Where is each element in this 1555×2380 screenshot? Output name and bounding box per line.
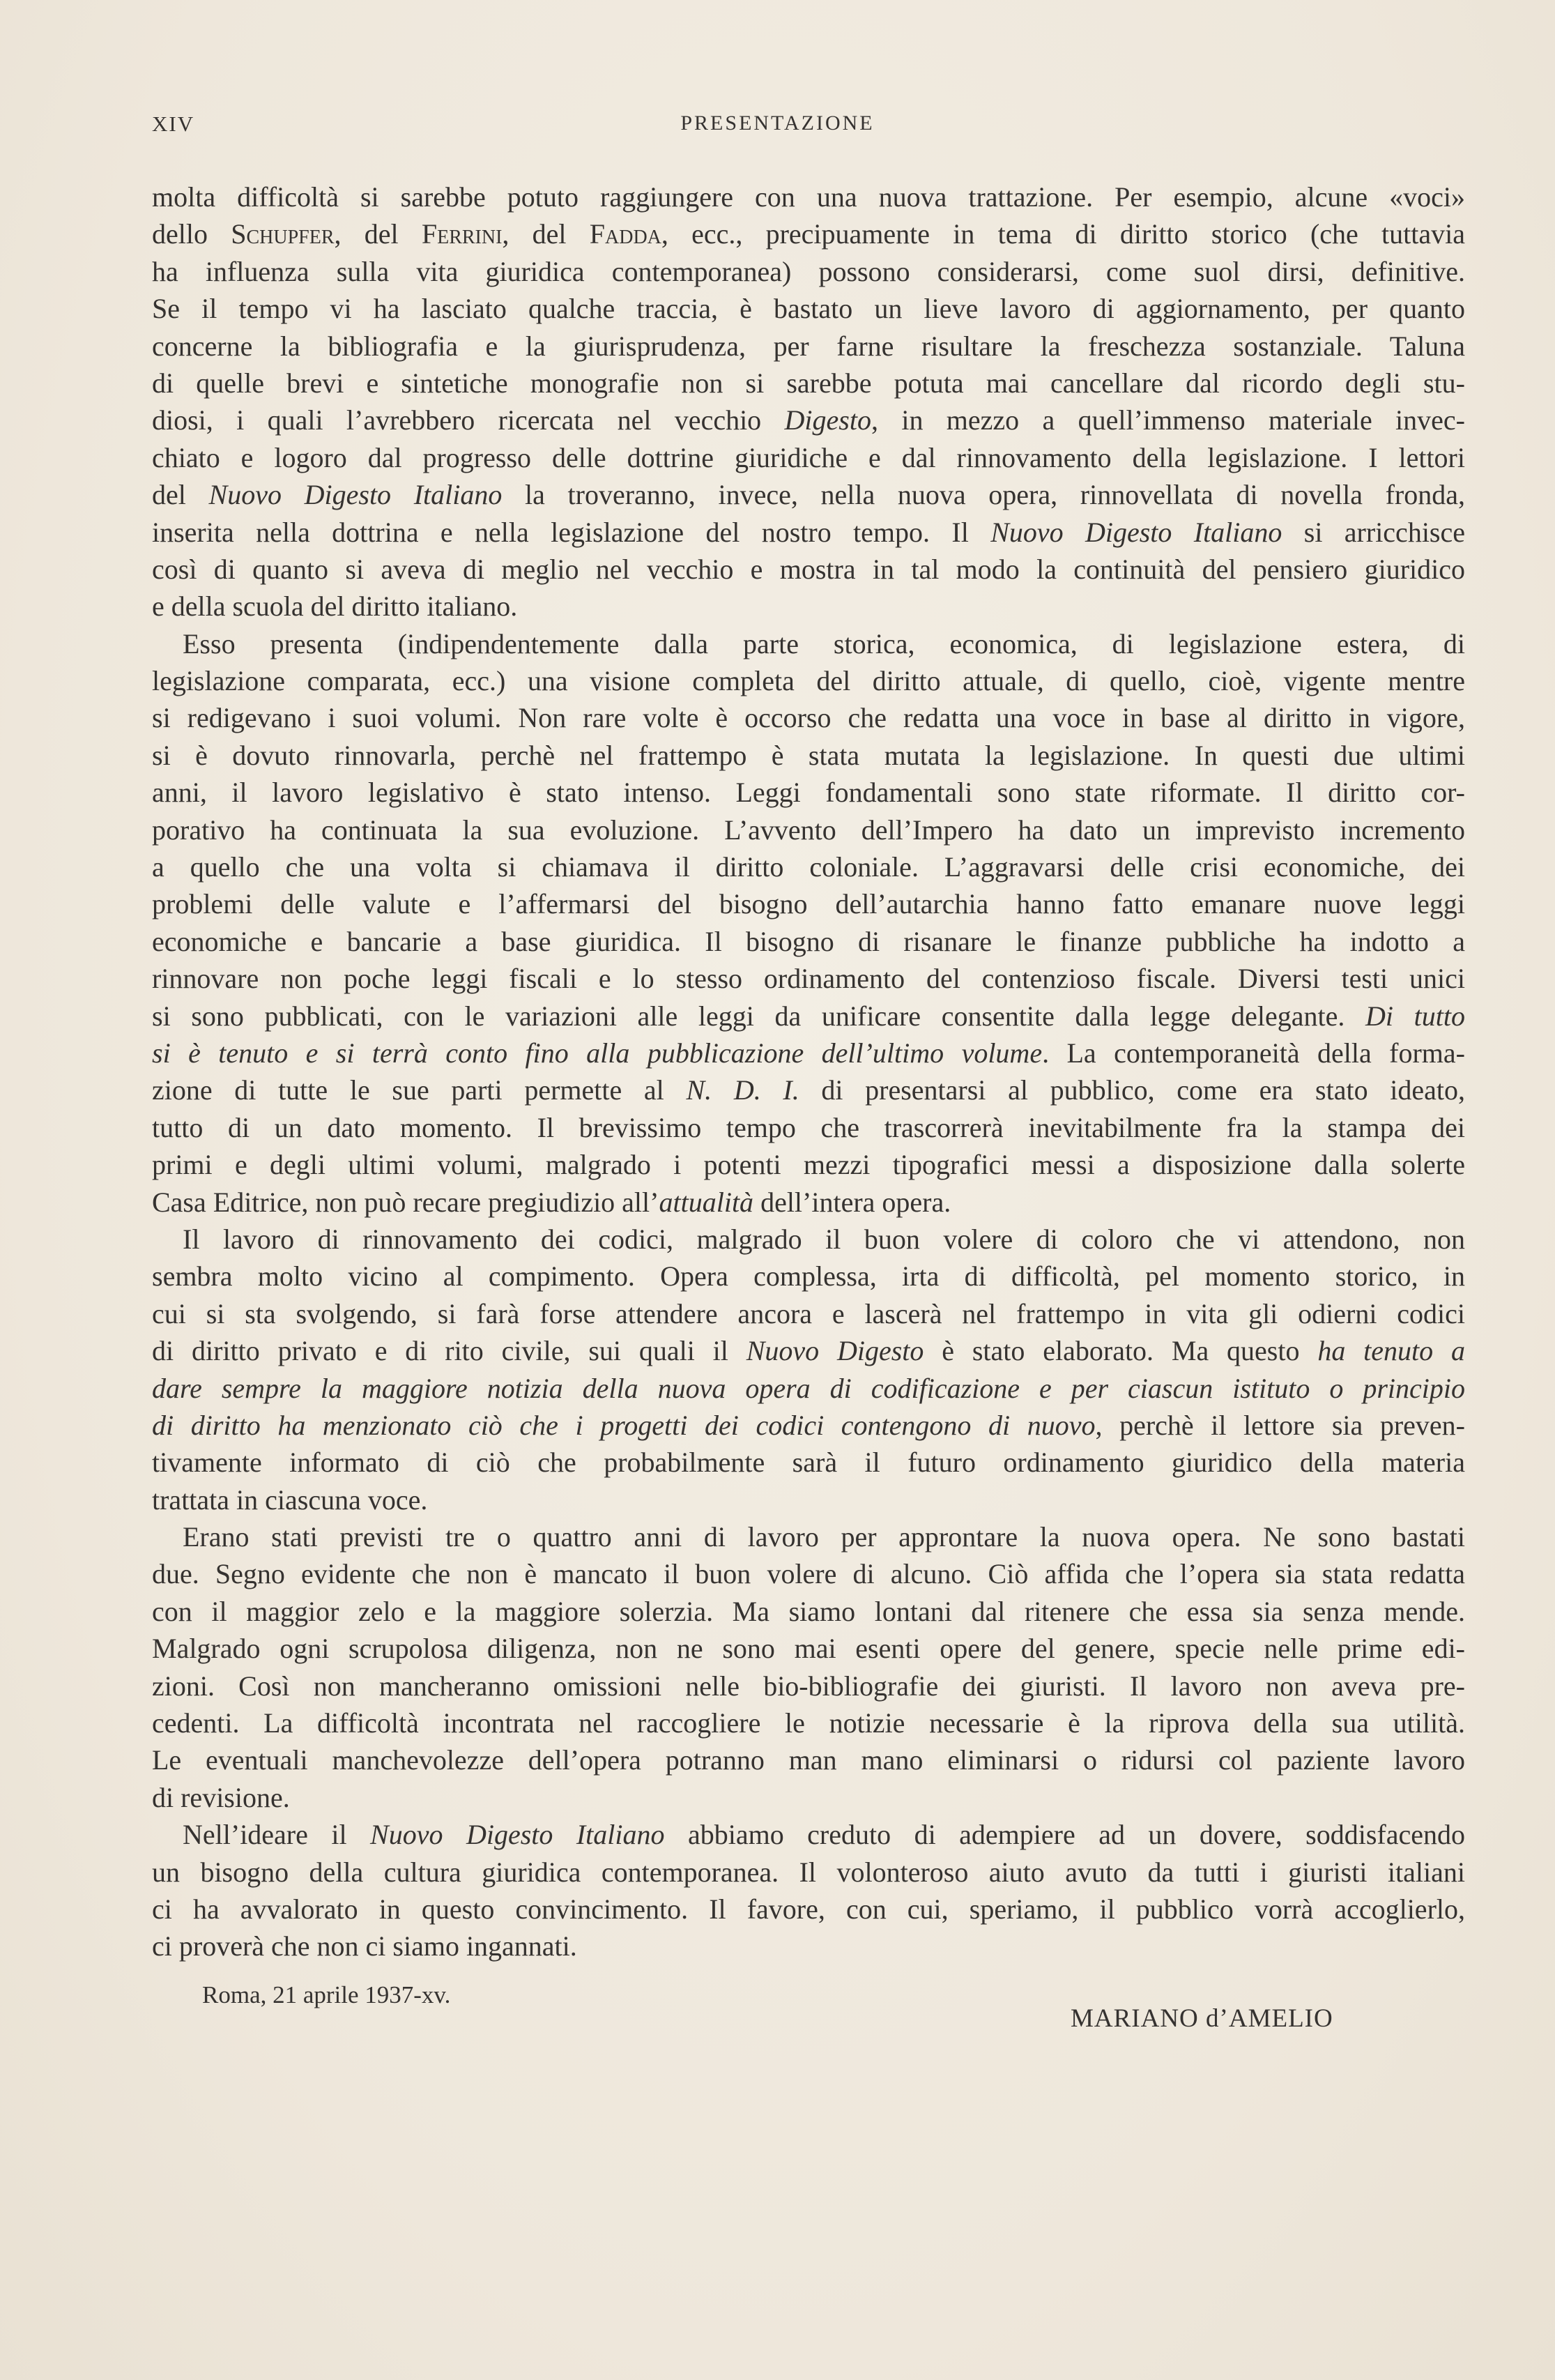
text-segment: si sono pubblicati, con le variazioni alle leggi da unificare consentite dalla legge delegante. [152,1000,1366,1032]
text-line [152,365,1465,402]
text-line [152,960,1465,997]
text-segment: porativo ha continuata la sua evoluzione. L’avvento dell’Impero ha dato un imprevisto incremento [152,814,1465,846]
text-segment: Se il tempo vi ha lasciato qualche traccia, è bastato un lieve lavoro di aggiornamento, per quanto [152,293,1465,325]
text-line [152,588,1465,625]
text-line [152,328,1465,365]
text-segment: tutto di un dato momento. Il brevissimo tempo che trascorrerà inevitabilmente fra la stampa dei [152,1111,1465,1143]
text-segment: trattata in ciascuna voce. [152,1483,428,1516]
italic-text: Nuovo Digesto Italiano [990,516,1282,548]
text-line [152,1555,1465,1592]
text-line [152,1332,1465,1369]
text-line [152,1481,1465,1518]
text-line [152,178,1465,215]
text-segment: cedenti. La difficoltà incontrata nel raccogliere le notizie necessarie è la riprova della sua utilità. [152,1707,1465,1739]
text-line [152,1593,1465,1630]
page-number: XIV [152,112,195,136]
text-line [152,1816,1465,1853]
text-segment: la troveranno, invece, nella nuova opera, rinnovellata di novella fronda, [502,479,1465,511]
text-segment: rinnovare non poche leggi fiscali e lo stesso ordinamento del contenzioso fiscale. Diversi testi unici [152,963,1465,995]
text-segment: a quello che una volta si chiamava il diritto coloniale. L’aggravarsi delle crisi economiche, dei [152,851,1465,883]
text-segment: si redigevano i suoi volumi. Non rare volte è occorso che redatta una voce in base al diritto in vigore, [152,702,1465,734]
text-line [152,1146,1465,1183]
text-segment: di revisione. [152,1781,290,1813]
text-line [152,514,1465,551]
text-segment: Erano stati previsti tre o quattro anni di lavoro per approntare la nuova opera. Ne sono bastati [183,1521,1465,1553]
text-segment: del [152,479,209,511]
text-segment: Le eventuali manchevolezze dell’opera potranno man mano eliminarsi o ridursi col paziente lavoro [152,1744,1465,1776]
text-segment: abbiamo creduto di adempiere ad un dovere, soddisfacendo [664,1819,1466,1851]
text-line [152,662,1465,699]
text-line [152,253,1465,290]
text-segment: zione di tutte le sue parti permette al [152,1074,687,1106]
text-segment: si arricchisce [1282,516,1466,548]
text-segment: , del [334,218,422,250]
text-line [152,923,1465,960]
text-line [152,1704,1465,1741]
text-line [152,1444,1465,1481]
text-segment: di presentarsi al pubblico, come era stato ideato, [799,1074,1466,1106]
small-caps-name: Fadda [589,218,661,250]
italic-text: dare sempre la maggiore notizia della nuova opera di codificazione e per ciascun istituto o principio [152,1372,1465,1404]
text-segment: inserita nella dottrina e nella legislazione del nostro tempo. Il [152,516,991,548]
text-segment: dello [152,218,231,250]
text-line [152,402,1465,438]
text-line [152,737,1465,774]
text-line [152,1258,1465,1295]
text-segment: , ecc., precipuamente in tema di diritto storico (che tuttavia [661,218,1466,250]
text-segment: così di quanto si aveva di meglio nel vecchio e mostra in tal modo la continuità del pensiero giuridico [152,553,1465,585]
text-segment: legislazione comparata, ecc.) una visione completa del diritto attuale, di quello, cioè, vigente mentre [152,665,1465,697]
text-line [152,625,1465,662]
text-line [152,1035,1465,1071]
text-segment: concerne la bibliografia e la giurisprudenza, per farne risultare la freschezza sostanziale. Taluna [152,330,1465,362]
text-segment: diosi, i quali l’avrebbero ricercata nel vecchio [152,404,785,436]
text-segment: Malgrado ogni scrupolosa diligenza, non ne sono mai esenti opere del genere, specie nelle prime edi- [152,1633,1465,1665]
text-line [152,1184,1465,1221]
italic-text: Digesto [784,404,871,436]
italic-text: ha tenuto a [1317,1335,1466,1367]
text-line [152,1221,1465,1258]
text-line [152,1295,1465,1332]
text-segment: con il maggior zelo e la maggiore solerzia. Ma siamo lontani dal ritenere che essa sia senza mende. [152,1595,1465,1627]
text-line [152,476,1465,513]
text-segment: Nell’ideare il [183,1819,371,1851]
text-segment: ci proverà che non ci siamo ingannati. [152,1930,577,1962]
text-segment: dell’intera opera. [753,1186,951,1218]
text-segment: ha influenza sulla vita giuridica contemporanea) possono considerarsi, come suol dirsi, definitive. [152,255,1465,287]
text-line [152,1928,1465,1965]
text-line [152,1370,1465,1407]
text-segment: è stato elaborato. Ma questo [924,1335,1318,1367]
text-line [152,1854,1465,1891]
text-segment: molta difficoltà si sarebbe potuto raggiungere con una nuova trattazione. Per esempio, alcune «voci» [152,181,1465,213]
text-line [152,1741,1465,1778]
text-line [152,290,1465,327]
italic-text: Nuovo Digesto [746,1335,924,1367]
small-caps-name: Ferrini [421,218,503,250]
text-line [152,439,1465,476]
text-segment: di quelle brevi e sintetiche monografie non si sarebbe potuta mai cancellare dal ricordo degli stu- [152,367,1465,399]
text-line [152,1071,1465,1108]
text-segment: due. Segno evidente che non è mancato il buon volere di alcuno. Ciò affida che l’opera sia stata redatta [152,1558,1465,1590]
text-line [152,1518,1465,1555]
text-segment: economiche e bancarie a base giuridica. Il bisogno di risanare le finanze pubbliche ha indotto a [152,925,1465,957]
text-line [152,848,1465,885]
italic-text: si è tenuto e si terrà conto fino alla pubblicazione dell’ultimo volume [152,1037,1043,1069]
text-line [152,1668,1465,1704]
text-segment: , del [502,218,590,250]
text-segment: problemi delle valute e l’affermarsi del bisogno dell’autarchia hanno fatto emanare nuove leggi [152,888,1465,920]
italic-text: di diritto ha menzionato ciò che i progetti dei codici contengono di nuovo [152,1409,1096,1441]
text-line [152,699,1465,736]
italic-text: attualità [659,1186,754,1218]
text-segment: , in mezzo a quell’immenso materiale invec- [871,404,1466,436]
text-segment: sembra molto vicino al compimento. Opera complessa, irta di difficoltà, pel momento storico, in [152,1260,1465,1292]
text-line [152,1407,1465,1444]
text-line [152,215,1465,252]
italic-text: Di tutto [1365,1000,1465,1032]
text-segment: zioni. Così non mancheranno omissioni nelle bio-bibliografie dei giuristi. Il lavoro non aveva pre- [152,1670,1465,1702]
signature: MARIANO d’AMELIO [1071,2004,1333,2033]
text-segment: chiato e logoro dal progresso delle dottrine giuridiche e dal rinnovamento della legislazione. I lettori [152,441,1465,473]
italic-text: N. D. I. [686,1074,799,1106]
text-segment: . La contemporaneità della forma- [1042,1037,1465,1069]
text-segment: Il lavoro di rinnovamento dei codici, malgrado il buon volere di coloro che vi attendono, non [183,1223,1465,1255]
text-line [152,1891,1465,1928]
text-segment: Casa Editrice, non può recare pregiudizio all’ [152,1186,659,1218]
text-segment: cui si sta svolgendo, si farà forse attendere ancora e lascerà nel frattempo in vita gli odierni codici [152,1297,1465,1329]
text-line [152,1779,1465,1816]
text-line [152,774,1465,811]
text-segment: un bisogno della cultura giuridica contemporanea. Il volonteroso aiuto avuto da tutti i giuristi italiani [152,1856,1465,1888]
running-title: PRESENTAZIONE [680,112,875,135]
text-segment: si è dovuto rinnovarla, perchè nel frattempo è stata mutata la legislazione. In questi due ultimi [152,739,1465,771]
body-text [152,178,1465,1965]
italic-text: Nuovo Digesto Italiano [370,1819,665,1851]
text-segment: , perchè il lettore sia preven- [1095,1409,1466,1441]
text-segment: Esso presenta (indipendentemente dalla parte storica, economica, di legislazione estera, di [183,627,1465,659]
text-line [152,811,1465,848]
text-line [152,998,1465,1035]
italic-text: Nuovo Digesto Italiano [208,479,503,511]
small-caps-name: Schupfer [231,218,335,250]
text-segment: primi e degli ultimi volumi, malgrado i potenti mezzi tipografici messi a disposizione dalla solerte [152,1149,1465,1181]
text-segment: anni, il lavoro legislativo è stato intenso. Leggi fondamentali sono state riformate. Il diritto cor- [152,777,1465,809]
text-line [152,885,1465,922]
place-date: Roma, 21 aprile 1937-xv. [202,1981,451,2008]
text-segment: ci ha avvalorato in questo convincimento. Il favore, con cui, speriamo, il pubblico vorrà accoglierlo, [152,1893,1465,1925]
text-line [152,551,1465,588]
text-segment: di diritto privato e di rito civile, sui quali il [152,1335,746,1367]
text-line [152,1630,1465,1667]
text-line [152,1109,1465,1146]
text-segment: tivamente informato di ciò che probabilmente sarà il futuro ordinamento giuridico della materia [152,1447,1465,1479]
text-segment: e della scuola del diritto italiano. [152,590,518,623]
